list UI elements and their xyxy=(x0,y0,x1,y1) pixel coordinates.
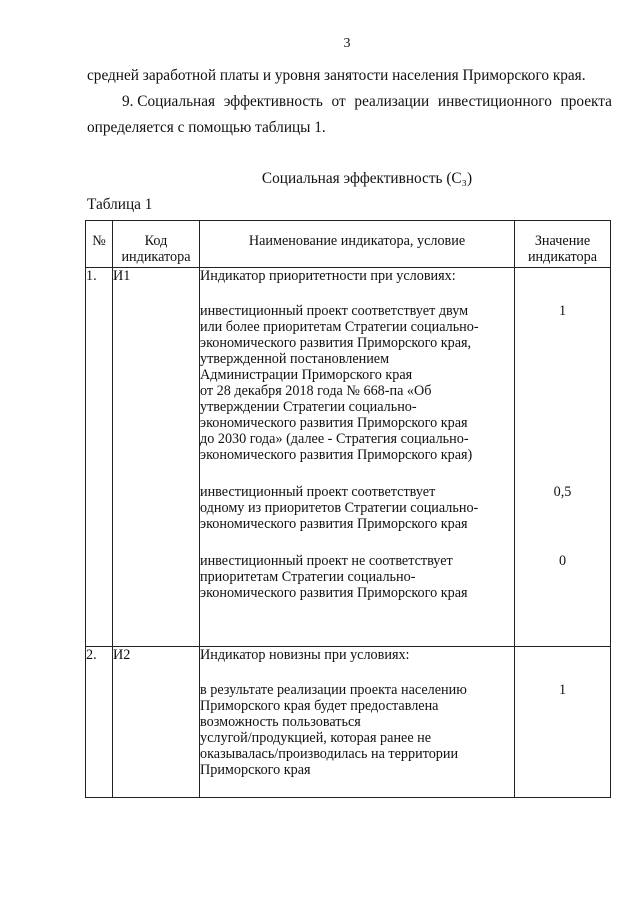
paragraph-item-9-line-2: определяется с помощью таблицы 1. xyxy=(87,119,326,136)
indicator-values xyxy=(515,268,611,647)
indicator-title: Индикатор приоритетности при условиях: xyxy=(200,268,456,284)
header-code-line-2: индикатора xyxy=(121,249,191,265)
condition-value: 1 xyxy=(558,682,567,698)
condition: инвестиционный проект соответствует одному из приоритетов Стратегии социально- экономического развития Приморского края xyxy=(200,484,479,532)
row-number: 2. xyxy=(86,647,113,798)
table-header-row xyxy=(86,221,611,268)
condition: в результате реализации проекта населению Приморского края будет предоставлена возможность пользоваться услугой/продукцией, которая ранее не оказывалась/производилась на территории Приморского края xyxy=(200,682,467,778)
word: 9. Социальная xyxy=(122,93,216,110)
condition: инвестиционный проект соответствует двум или более приоритетам Стратегии социально- экономического развития Приморского края, утвержденной постановлением Администрации Приморского края от 28 декабря 2018 года № 668-па «Об утверждении Стратегии социально- экономического развития Приморского края до 2030 года» (далее - Стратегия социально- экономического развития Приморского края) xyxy=(200,303,479,463)
word: инвестиционного xyxy=(437,93,552,110)
paragraph-continuation: средней заработной платы и уровня занятости населения Приморского края. xyxy=(87,67,586,84)
header-value-line-1: Значение xyxy=(534,233,591,249)
indicator-description xyxy=(200,268,515,647)
row-number: 1. xyxy=(86,268,113,647)
indicator-values xyxy=(515,647,611,798)
paragraph-item-9-line-1 xyxy=(122,89,612,114)
word: реализации xyxy=(354,93,430,110)
table-label: Таблица 1 xyxy=(87,196,153,213)
header-number: № xyxy=(86,221,113,268)
header-code-line-1: Код xyxy=(144,233,168,249)
indicator-title: Индикатор новизны при условиях: xyxy=(200,647,410,663)
indicators-table xyxy=(85,220,611,798)
condition-value: 0 xyxy=(558,553,567,569)
condition-value: 1 xyxy=(558,303,567,319)
word: проекта xyxy=(560,93,612,110)
header-value-line-2: индикатора xyxy=(527,249,598,265)
condition-value: 0,5 xyxy=(553,484,572,500)
indicator-code: И1 xyxy=(113,268,200,647)
table-row xyxy=(86,268,611,647)
indicator-description xyxy=(200,647,515,798)
page-number: 3 xyxy=(343,36,351,51)
indicator-code: И2 xyxy=(113,647,200,798)
header-indicator-name: Наименование индикатора, условие xyxy=(200,221,515,268)
table-caption: Социальная эффективность (С₃) xyxy=(261,170,473,187)
condition: инвестиционный проект не соответствует приоритетам Стратегии социально- экономического развития Приморского края xyxy=(200,553,468,601)
word: эффективность xyxy=(223,93,323,110)
header-indicator-value xyxy=(515,221,611,268)
table-row xyxy=(86,647,611,798)
header-indicator-code xyxy=(113,221,200,268)
word: от xyxy=(331,93,346,110)
